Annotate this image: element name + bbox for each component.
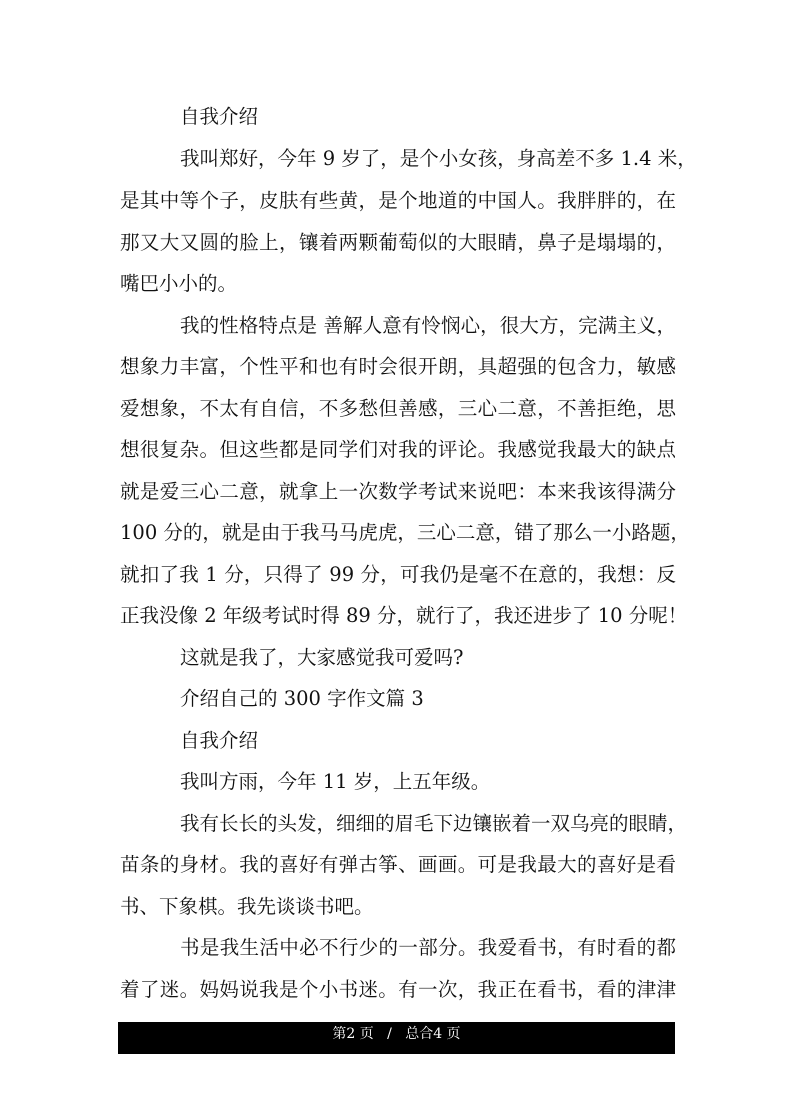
paragraph-line: 爱想象，不太有自信，不多愁但善感，三心二意，不善拒绝，思: [120, 397, 676, 420]
paragraph-line: 我叫郑好，今年 9 岁了，是个小女孩，身高差不多 1.4 米，: [180, 147, 697, 170]
paragraph-line: 想很复杂。但这些都是同学们对我的评论。我感觉我最大的缺点: [120, 438, 676, 461]
paragraph-line: 就是爱三心二意，就拿上一次数学考试来说吧：本来我该得满分: [120, 480, 676, 503]
article-title: 介绍自己的 300 字作文篇 3: [180, 687, 424, 710]
page-footer-bar: [118, 1022, 675, 1054]
paragraph-line: 是其中等个子，皮肤有些黄，是个地道的中国人。我胖胖的，在: [120, 189, 676, 212]
paragraph-line: 嘴巴小小的。: [120, 272, 238, 295]
paragraph-line: 我叫方雨，今年 11 岁，上五年级。: [180, 770, 491, 793]
paragraph-line: 就扣了我 1 分，只得了 99 分，可我仍是毫不在意的，我想：反: [120, 563, 676, 586]
paragraph-line: 书、下象棋。我先谈谈书吧。: [120, 895, 374, 918]
section-heading: 自我介绍: [180, 729, 259, 752]
page-number: 第2 页 / 总合4 页: [332, 1026, 461, 1042]
paragraph-line: 着了迷。妈妈说我是个小书迷。有一次，我正在看书，看的津津: [120, 978, 676, 1001]
section-heading: 自我介绍: [180, 105, 259, 128]
paragraph-line: 那又大又圆的脸上，镶着两颗葡萄似的大眼睛，鼻子是塌塌的，: [120, 231, 676, 254]
paragraph-line: 我的性格特点是 善解人意有怜悯心，很大方，完满主义，: [180, 314, 676, 337]
paragraph-line: 想象力丰富，个性平和也有时会很开朗，具超强的包含力，敏感: [120, 355, 676, 378]
paragraph-line: 100 分的，就是由于我马马虎虎，三心二意，错了那么一小路题，: [120, 521, 690, 544]
paragraph-line: 这就是我了，大家感觉我可爱吗?: [180, 646, 464, 669]
paragraph-line: 苗条的身材。我的喜好有弹古筝、画画。可是我最大的喜好是看: [120, 853, 676, 876]
paragraph-line: 书是我生活中必不行少的一部分。我爱看书，有时看的都: [180, 936, 676, 959]
paragraph-line: 我有长长的头发，细细的眉毛下边镶嵌着一双乌亮的眼睛，: [180, 812, 688, 835]
paragraph-line: 正我没像 2 年级考试时得 89 分，就行了，我还进步了 10 分呢！: [120, 604, 688, 627]
